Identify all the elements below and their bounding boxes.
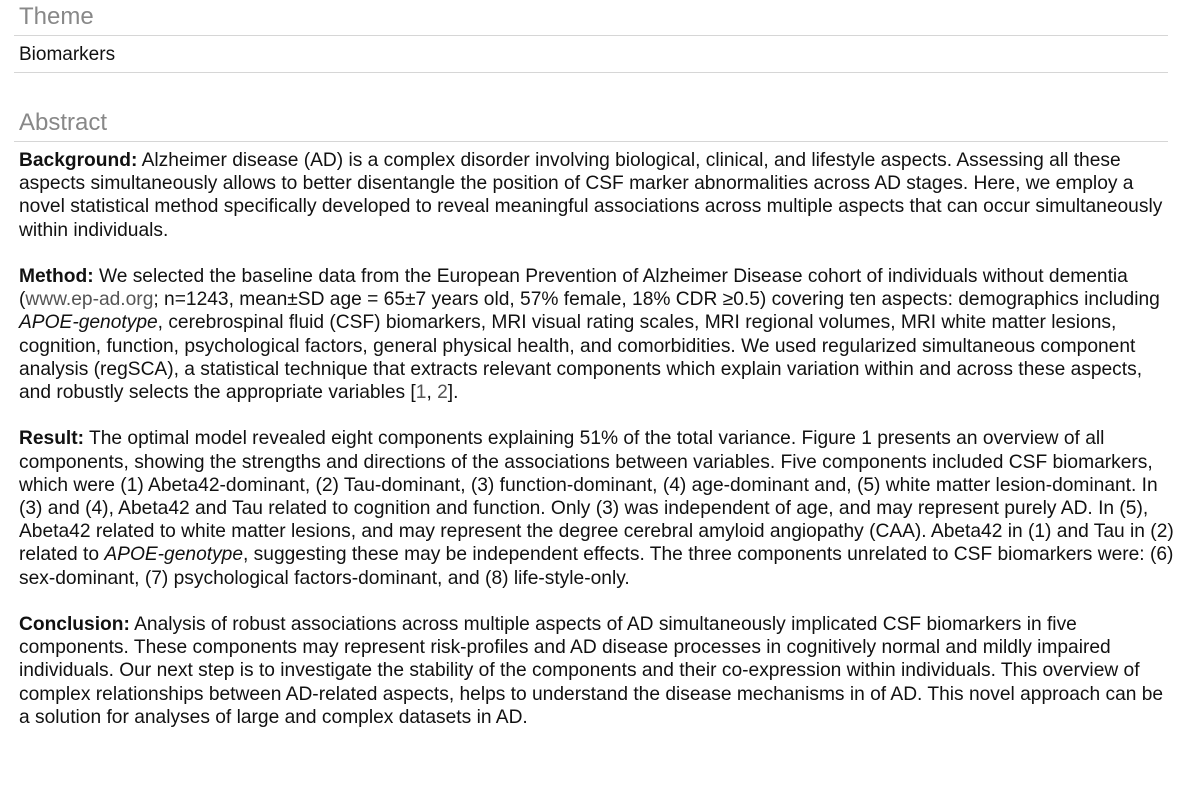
theme-heading: Theme [19,3,94,30]
result-text: , suggesting these may be independent effects. The three components unrelated to CSF biomarkers were: (6) sex-dominant, (7) psychological factors-dominant, and (8) life-style-only. [19,544,1174,589]
abstract-heading: Abstract [19,109,108,136]
method-label: Method: [19,266,94,287]
result-text: The optimal model revealed eight components explaining 51% of the total variance. Figure 1 presents an overview of all components, showing the strengths and directions of the associations between variables. Five components included CSF biomarkers, which were (1) Abeta42-dominant, (2) Tau-dominant, (3) function-dominant, (4) age-dominant and, (5) white matter lesion-dominant. In (3) and (4), Abeta42 and Tau related to cognition and function. Only (3) was independent of age, and may represent purely AD. In (5), Abeta42 related to white matter lesions, and may represent the degree cerebral amyloid angiopathy (CAA). Abeta42 in (1) and Tau in (2) related to [19,428,1174,566]
ep-ad-link[interactable]: www.ep-ad.org [25,289,154,311]
apoe-genotype-term: APOE-genotype [104,544,244,566]
method-text: ; n=1243, mean±SD age = 65±7 years old, 57% female, 18% CDR ≥0.5) covering ten aspects: demographics including [153,289,1160,311]
background-paragraph [19,149,1174,242]
theme-value: Biomarkers [19,44,116,65]
result-paragraph [19,427,1174,589]
apoe-genotype-term: APOE-genotype [19,312,158,334]
background-text: Alzheimer disease (AD) is a complex disorder involving biological, clinical, and lifestyle aspects. Assessing all these aspects simultaneously allows to better disentangle the position of CSF marker abnormalities across AD stages. Here, we employ a novel statistical method specifically developed to reveal meaningful associations across multiple aspects that can occur simultaneously within individuals. [19,150,1163,241]
method-text: , [426,382,438,404]
background-label: Background: [19,150,138,171]
method-text: ]. [447,382,459,404]
conclusion-text: Analysis of robust associations across multiple aspects of AD simultaneously implicated CSF biomarkers in five components. These components may represent risk-profiles and AD disease processes in cognitively normal and mildly impaired individuals. Our next step is to investigate the stability of the components and their co-expression within individuals. This overview of complex relationships between AD-related aspects, helps to understand the disease mechanisms in of AD. This novel approach can be a solution for analyses of large and complex datasets in AD. [19,614,1164,728]
method-text: , cerebrospinal fluid (CSF) biomarkers, MRI visual rating scales, MRI regional volumes, MRI white matter lesions, cognition, function, psychological factors, general physical health, and comorbidities. We used regularized simultaneous component analysis (regSCA), a statistical technique that extracts relevant components which explain variation within and across these aspects, and robustly selects the appropriate variables [ [19,312,1143,404]
divider [14,72,1168,73]
result-label: Result: [19,428,85,450]
reference-link-1[interactable]: 1 [415,382,427,404]
conclusion-paragraph [19,613,1174,729]
reference-link-2[interactable]: 2 [437,382,448,404]
divider [14,35,1168,36]
method-text: We selected the baseline data from the European Prevention of Alzheimer Disease cohort of individuals without dementia ( [19,266,1128,311]
abstract-body [19,149,1174,752]
conclusion-label: Conclusion: [19,614,130,636]
divider [14,141,1168,142]
method-paragraph [19,265,1174,404]
